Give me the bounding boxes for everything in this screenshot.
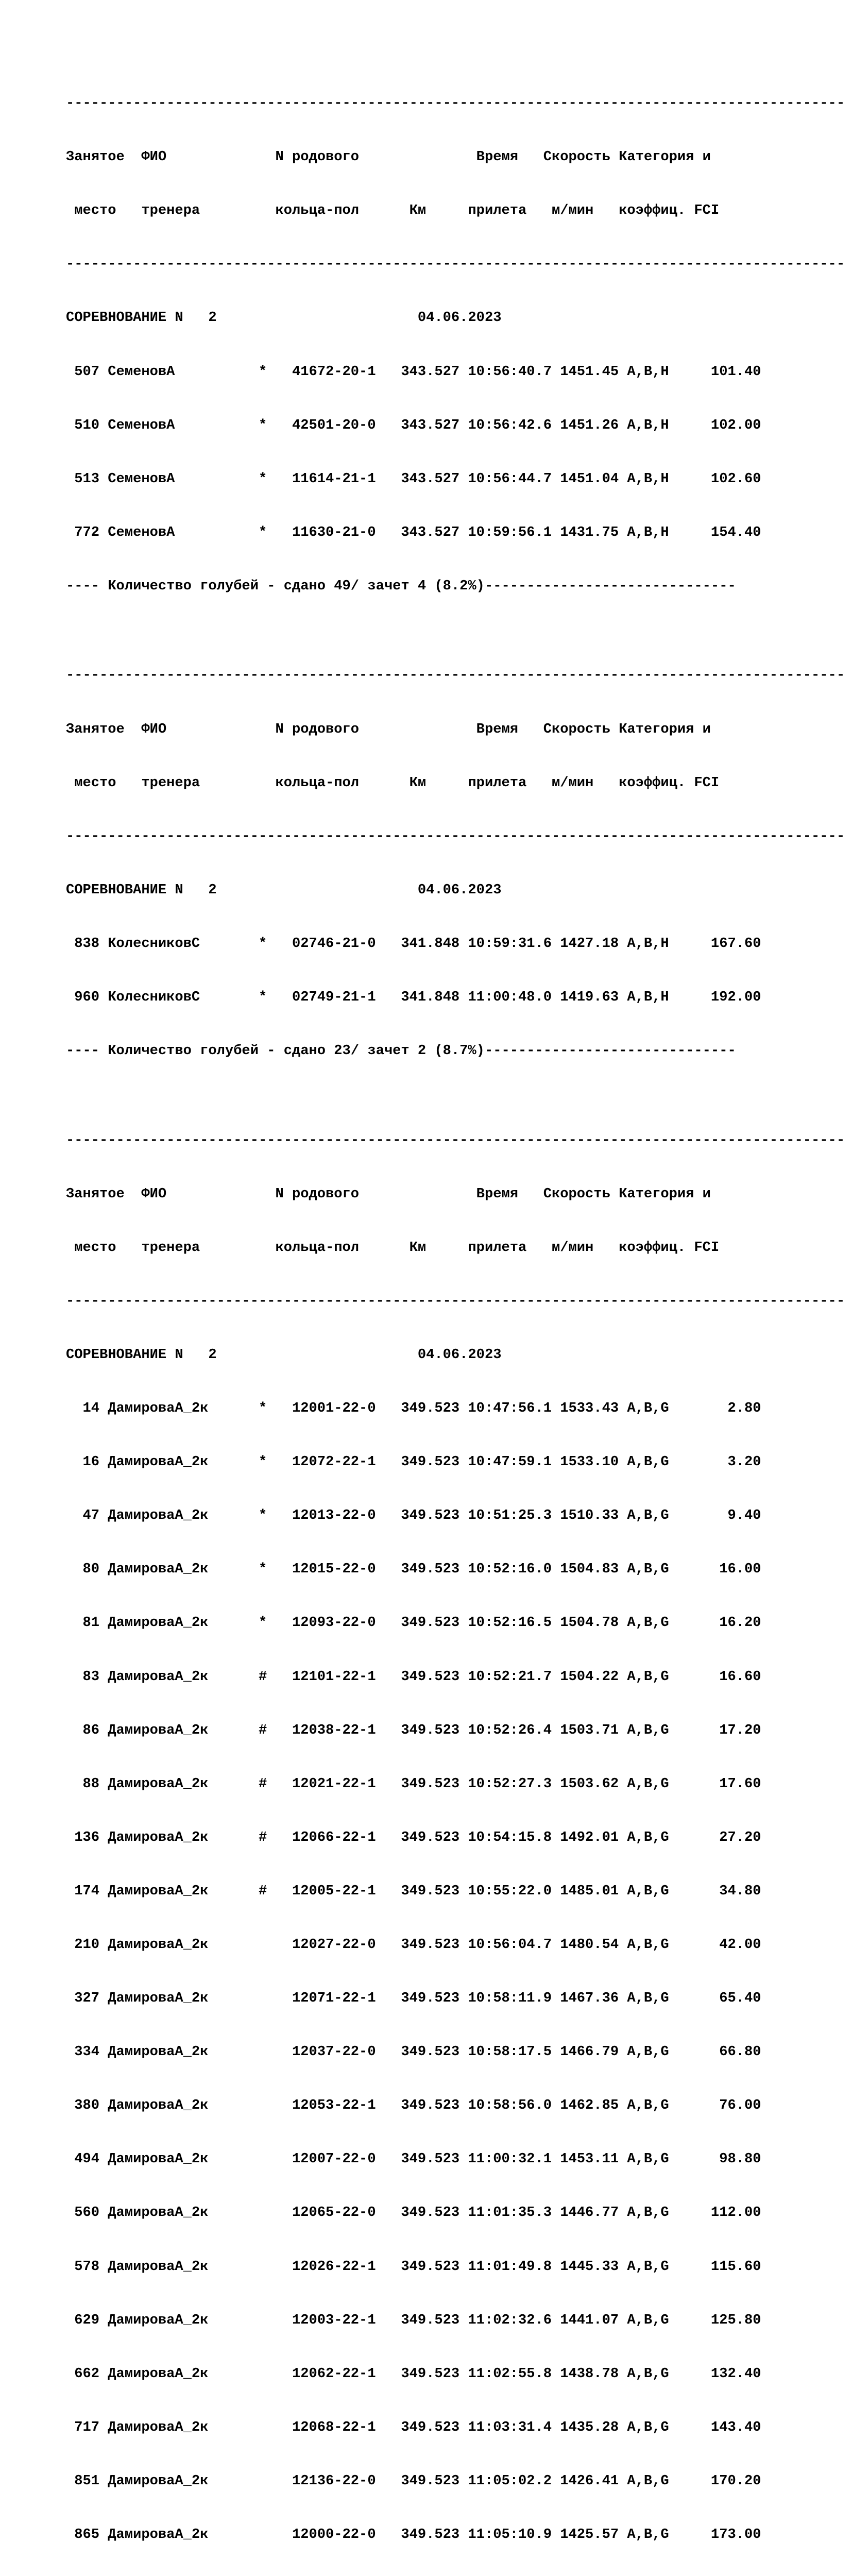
result-row: 662 ДамироваА_2к 12062-22-1 349.523 11:02:55.8 1438.78 A,B,G 132.40 <box>66 2365 761 2382</box>
rule-line: --------------------------------------------------------------------------------------------- <box>66 256 845 273</box>
result-row: 81 ДамироваА_2к * 12093-22-0 349.523 10:52:16.5 1504.78 A,B,G 16.20 <box>66 1615 761 1631</box>
summary-line: ---- Количество голубей - сдано 49/ зачет 4 (8.2%)------------------------------ <box>66 578 736 594</box>
summary-line: ---- Количество голубей - сдано 23/ зачет 2 (8.7%)------------------------------ <box>66 1043 736 1059</box>
rule-line: --------------------------------------------------------------------------------------------- <box>66 95 845 112</box>
result-row: 772 СеменовА * 11630-21-0 343.527 10:59:56.1 1431.75 A,B,H 154.40 <box>66 524 761 540</box>
result-row: 327 ДамироваА_2к 12071-22-1 349.523 10:58:11.9 1467.36 A,B,G 65.40 <box>66 1990 761 2007</box>
race-results-report <box>66 41 845 2576</box>
competition-line: СОРЕВНОВАНИЕ N 2 04.06.2023 <box>66 310 502 326</box>
result-row: 380 ДамироваА_2к 12053-22-1 349.523 10:58:56.0 1462.85 A,B,G 76.00 <box>66 2097 761 2114</box>
header-line-1: Занятое ФИО N родового Время Скорость Категория и <box>66 1185 711 1202</box>
result-row: 334 ДамироваА_2к 12037-22-0 349.523 10:58:17.5 1466.79 A,B,G 66.80 <box>66 2044 761 2060</box>
result-row: 136 ДамироваА_2к # 12066-22-1 349.523 10:54:15.8 1492.01 A,B,G 27.20 <box>66 1829 761 1845</box>
result-row: 80 ДамироваА_2к * 12015-22-0 349.523 10:52:16.0 1504.83 A,B,G 16.00 <box>66 1561 761 1578</box>
result-row: 510 СеменовА * 42501-20-0 343.527 10:56:42.6 1451.26 A,B,H 102.00 <box>66 417 761 433</box>
result-row: 717 ДамироваА_2к 12068-22-1 349.523 11:03:31.4 1435.28 A,B,G 143.40 <box>66 2419 761 2435</box>
rule-line: --------------------------------------------------------------------------------------------- <box>66 667 845 684</box>
competition-line: СОРЕВНОВАНИЕ N 2 04.06.2023 <box>66 1346 502 1363</box>
result-row: 865 ДамироваА_2к 12000-22-0 349.523 11:05:10.9 1425.57 A,B,G 173.00 <box>66 2527 761 2543</box>
header-line-1: Занятое ФИО N родового Время Скорость Категория и <box>66 721 711 737</box>
competition-line: СОРЕВНОВАНИЕ N 2 04.06.2023 <box>66 882 502 898</box>
result-row: 629 ДамироваА_2к 12003-22-1 349.523 11:02:32.6 1441.07 A,B,G 125.80 <box>66 2312 761 2328</box>
result-row: 16 ДамироваА_2к * 12072-22-1 349.523 10:47:59.1 1533.10 A,B,G 3.20 <box>66 1454 761 1470</box>
result-row: 494 ДамироваА_2к 12007-22-0 349.523 11:00:32.1 1453.11 A,B,G 98.80 <box>66 2151 761 2167</box>
rule-line: --------------------------------------------------------------------------------------------- <box>66 1293 845 1309</box>
result-row: 174 ДамироваА_2к # 12005-22-1 349.523 10:55:22.0 1485.01 A,B,G 34.80 <box>66 1883 761 1899</box>
result-row: 507 СеменовА * 41672-20-1 343.527 10:56:40.7 1451.45 A,B,H 101.40 <box>66 363 761 380</box>
result-row: 838 КолесниковС * 02746-21-0 341.848 10:59:31.6 1427.18 A,B,H 167.60 <box>66 935 761 952</box>
result-row: 578 ДамироваА_2к 12026-22-1 349.523 11:01:49.8 1445.33 A,B,G 115.60 <box>66 2258 761 2275</box>
header-line-1: Занятое ФИО N родового Время Скорость Категория и <box>66 149 711 165</box>
result-row: 14 ДамироваА_2к * 12001-22-0 349.523 10:47:56.1 1533.43 A,B,G 2.80 <box>66 1400 761 1417</box>
result-row: 960 КолесниковС * 02749-21-1 341.848 11:00:48.0 1419.63 A,B,H 192.00 <box>66 989 761 1006</box>
result-row: 513 СеменовА * 11614-21-1 343.527 10:56:44.7 1451.04 A,B,H 102.60 <box>66 470 761 487</box>
result-row: 560 ДамироваА_2к 12065-22-0 349.523 11:01:35.3 1446.77 A,B,G 112.00 <box>66 2205 761 2221</box>
result-row: 83 ДамироваА_2к # 12101-22-1 349.523 10:52:21.7 1504.22 A,B,G 16.60 <box>66 1668 761 1685</box>
result-row: 86 ДамироваА_2к # 12038-22-1 349.523 10:52:26.4 1503.71 A,B,G 17.20 <box>66 1722 761 1738</box>
rule-line: --------------------------------------------------------------------------------------------- <box>66 1132 845 1148</box>
header-line-2: место тренера кольца-пол Км прилета м/мин коэффиц. FCI <box>66 774 720 791</box>
result-row: 851 ДамироваА_2к 12136-22-0 349.523 11:05:02.2 1426.41 A,B,G 170.20 <box>66 2472 761 2489</box>
header-line-2: место тренера кольца-пол Км прилета м/мин коэффиц. FCI <box>66 1239 720 1256</box>
result-row: 210 ДамироваА_2к 12027-22-0 349.523 10:56:04.7 1480.54 A,B,G 42.00 <box>66 1937 761 1953</box>
result-row: 88 ДамироваА_2к # 12021-22-1 349.523 10:52:27.3 1503.62 A,B,G 17.60 <box>66 1775 761 1792</box>
result-row: 47 ДамироваА_2к * 12013-22-0 349.523 10:51:25.3 1510.33 A,B,G 9.40 <box>66 1507 761 1524</box>
header-line-2: место тренера кольца-пол Км прилета м/мин коэффиц. FCI <box>66 202 720 219</box>
rule-line: --------------------------------------------------------------------------------------------- <box>66 828 845 844</box>
